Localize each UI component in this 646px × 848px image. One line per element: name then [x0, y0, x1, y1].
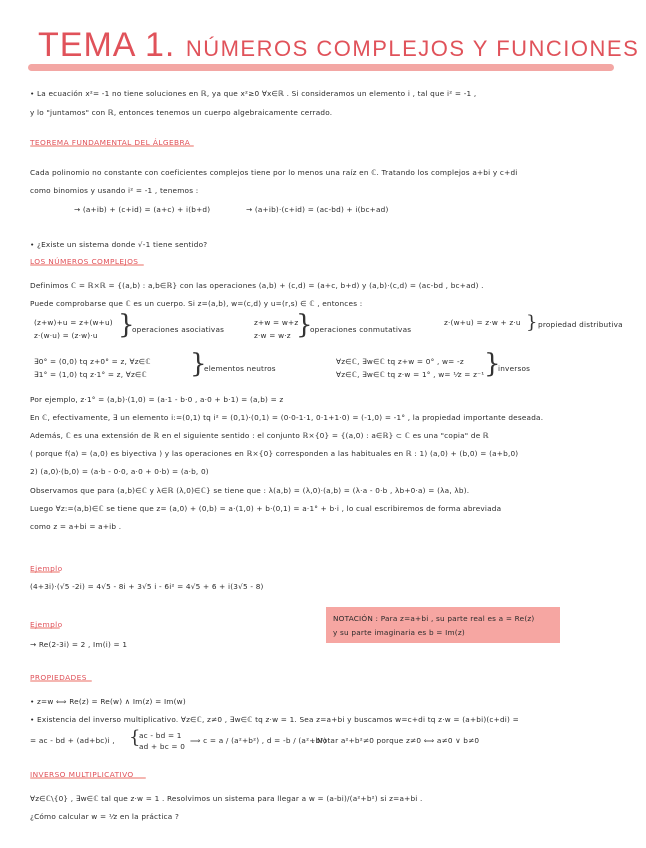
forma-binomica-2: como z = a+bi = a+ib .	[30, 522, 122, 531]
dist-formula: z·(w+u) = z·w + z·u	[444, 318, 521, 327]
inversos-label: inversos	[498, 364, 531, 373]
title-sub: NÚMEROS COMPLEJOS Y FUNCIONES	[185, 36, 640, 61]
inverso-line-1: ∀z∈ℂ\{0} , ∃w∈ℂ tal que z·w = 1 . Resolvimos un sistema para llegar a w = (a-bi)/(a²+b²) si z=a+bi .	[30, 794, 423, 803]
forma-binomica-1: Luego ∀z:=(a,b)∈ℂ se tiene que z= (a,0) + (0,b) = a·(1,0) + b·(0,1) = a·1° + b·i , lo cual escribiremos de forma abreviada	[30, 504, 502, 513]
inverso-prod: ∀z∈ℂ, ∃w∈ℂ tq z·w = 1° , w= ¹⁄z = z⁻¹	[336, 370, 485, 379]
intro-line-1: • La ecuación x²= -1 no tiene soluciones en ℝ, ya que x²≥0 ∀x∈ℝ . Si consideramos un elemento i , tal que i² = -1 ,	[30, 89, 477, 98]
brace-dist: }	[526, 312, 538, 333]
extension-line-1: Además, ℂ es una extensión de ℝ en el siguiente sentido : el conjunto ℝ×{0} = {(a,0) : a∈ℝ} ⊂ ℂ es una "copia" de ℝ	[30, 431, 489, 440]
notacion-line-1: NOTACIÓN : Para z=a+bi , su parte real es a = Re(z)	[333, 614, 535, 623]
unidad-imaginaria: En ℂ, efectivamente, ∃ un elemento i:=(0,1) tq i² = (0,1)·(0,1) = (0·0-1·1, 0·1+1·0) = (-1,0) = -1° , la propiedad importante deseada.	[30, 413, 544, 422]
conm-prod: z·w = w·z	[254, 331, 291, 340]
brace-sistema: {	[129, 727, 141, 748]
producto-formula: → (a+ib)·(c+id) = (ac-bd) + i(bc+ad)	[246, 205, 389, 214]
sistema-eq-1: ac - bd = 1	[139, 731, 182, 740]
suma-formula: → (a+ib) + (c+id) = (a+c) + i(b+d)	[74, 205, 211, 214]
nota-denominador: . Notar a²+b²≠0 porque z≠0 ⟺ a≠0 ∨ b≠0	[312, 736, 480, 745]
assoc-label: operaciones asociativas	[132, 325, 225, 334]
inverso-heading: INVERSO MULTIPLICATIVO	[30, 770, 134, 779]
teorema-line-1: Cada polinomio no constante con coeficientes complejos tiene por lo menos una raíz en ℂ. Tratando los complejos a+bi y c+di	[30, 168, 518, 177]
assoc-prod: z·(w·u) = (z·w)·u	[34, 331, 98, 340]
solucion-cd: ⟹ c = a / (a²+b²) , d = -b / (a²+b²)	[190, 736, 327, 745]
question-sqrt: • ¿Existe un sistema donde √-1 tiene sentido?	[30, 240, 208, 249]
numeros-heading: LOS NÚMEROS COMPLEJOS	[30, 257, 139, 266]
propiedades-heading: PROPIEDADES	[30, 673, 87, 682]
neutros-label: elementos neutros	[204, 364, 276, 373]
brace-inversos: }	[484, 349, 501, 379]
ejemplo2-heading: Ejemplo	[30, 620, 63, 629]
extension-line-3: 2) (a,0)·(b,0) = (a·b - 0·0, a·0 + 0·b) = (a·b, 0)	[30, 467, 209, 476]
escalar-line: Observamos que para (a,b)∈ℂ y λ∈ℝ (λ,0)∈ℂ} se tiene que : λ(a,b) = (λ,0)·(a,b) = (λ·a - 0·b , λb+0·a) = (λa, λb).	[30, 486, 470, 495]
inverso-suma: ∀z∈ℂ, ∃w∈ℂ tq z+w = 0° , w= -z	[336, 357, 464, 366]
brace-conm: }	[296, 310, 313, 340]
title-underline	[28, 64, 614, 71]
intro-line-2: y lo "juntamos" con ℝ, entonces tenemos un cuerpo algebraicamente cerrado.	[30, 108, 333, 117]
desarrollo-line: = ac - bd + (ad+bc)i ,	[30, 736, 115, 745]
neutro-prod: ∃1° = (1,0) tq z·1° = z, ∀z∈ℂ	[34, 370, 147, 379]
inverso-line-2: ¿Cómo calcular w = ¹⁄z en la práctica ?	[30, 812, 180, 821]
brace-assoc: }	[118, 310, 135, 340]
ejemplo-neutro: Por ejemplo, z·1° = (a,b)·(1,0) = (a·1 - b·0 , a·0 + b·1) = (a,b) = z	[30, 395, 284, 404]
assoc-sum: (z+w)+u = z+(w+u)	[34, 318, 113, 327]
cuerpo-line: Puede comprobarse que ℂ es un cuerpo. Si z=(a,b), w=(c,d) y u=(r,s) ∈ ℂ , entonces :	[30, 299, 363, 308]
ejemplo2-line: → Re(2-3i) = 2 , Im(i) = 1	[30, 640, 128, 649]
definicion-line: Definimos ℂ = ℝ×ℝ = {(a,b) : a,b∈ℝ} con las operaciones (a,b) + (c,d) = (a+c, b+d) y (a,b)·(c,d) = (ac-bd , bc+ad) .	[30, 281, 484, 290]
teorema-heading: TEOREMA FUNDAMENTAL DEL ÁLGEBRA	[30, 138, 191, 147]
existencia-inverso: • Existencia del inverso multiplicativo. ∀z∈ℂ, z≠0 , ∃w∈ℂ tq z·w = 1. Sea z=a+bi y buscamos w=c+di tq z·w = (a+bi)(c+di) =	[30, 715, 519, 724]
ejemplo1-heading: Ejemplo	[30, 564, 63, 573]
page-title	[38, 26, 639, 65]
conm-sum: z+w = w+z	[254, 318, 299, 327]
notacion-line-2: y su parte imaginaria es b = Im(z)	[333, 628, 465, 637]
sistema-eq-2: ad + bc = 0	[139, 742, 186, 751]
igualdad-line: • z=w ⟺ Re(z) = Re(w) ∧ Im(z) = Im(w)	[30, 697, 186, 706]
conm-label: operaciones conmutativas	[310, 325, 412, 334]
notacion-box	[326, 607, 560, 643]
brace-neutros: }	[190, 349, 207, 379]
extension-line-2: ( porque f(a) = (a,0) es biyectiva ) y las operaciones en ℝ×{0} corresponden a las habituales en ℝ : 1) (a,0) + (b,0) = (a+b,0)	[30, 449, 519, 458]
neutro-suma: ∃0° = (0,0) tq z+0° = z, ∀z∈ℂ	[34, 357, 151, 366]
ejemplo1-line: (4+3i)·(√5 -2i) = 4√5 - 8i + 3√5 i - 6i² = 4√5 + 6 + i(3√5 - 8)	[30, 582, 264, 591]
title-main: TEMA 1.	[38, 26, 176, 64]
dist-label: propiedad distributiva	[538, 320, 623, 329]
teorema-line-2: como binomios y usando i² = -1 , tenemos :	[30, 186, 199, 195]
